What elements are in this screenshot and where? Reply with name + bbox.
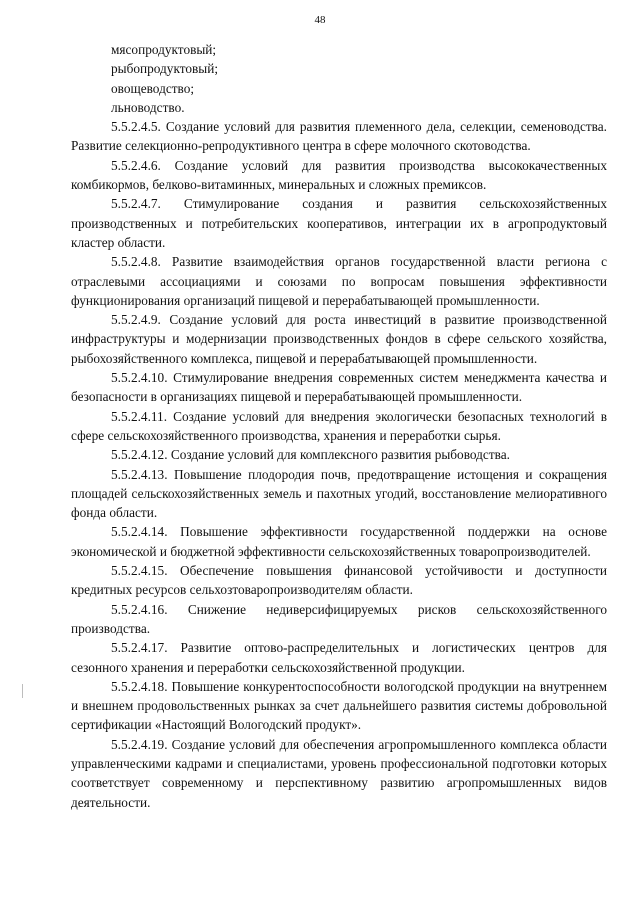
list-item: мясопродуктовый;: [111, 42, 217, 57]
paragraph-5-5-2-4-16: 5.5.2.4.16. Снижение недиверсифицируемых рисков сельскохозяйственного производства.: [71, 601, 607, 636]
list-item: льноводство.: [111, 99, 185, 115]
list-item: овощеводство;: [111, 80, 195, 96]
paragraph-5-5-2-4-11: 5.5.2.4.11. Создание условий для внедрения экологически безопасных технологий в сфере сельскохозяйственного производства, хранения и переработки сырья.: [71, 408, 607, 443]
list-item: рыбопродуктовый;: [111, 61, 219, 77]
paragraph-5-5-2-4-9: 5.5.2.4.9. Создание условий для роста инвестиций в развитие производственной инфраструктуры и модернизации производственных фондов в сфере сельского хозяйства, рыбохозяйственного комплекса, пищевой и перерабатывающей промышленности.: [71, 312, 607, 366]
margin-mark: [22, 684, 23, 698]
paragraph-5-5-2-4-15: 5.5.2.4.15. Обеспечение повышения финансовой устойчивости и доступности кредитных ресурсов сельхозтоваропроизводителям области.: [71, 563, 607, 598]
paragraph-5-5-2-4-5: 5.5.2.4.5. Создание условий для развития племенного дела, селекции, семеноводства. Развитие селекционно-репродуктивного центра в сфере молочного скотоводства.: [71, 119, 607, 154]
paragraph-5-5-2-4-6: 5.5.2.4.6. Создание условий для развития производства высококачественных комбикормов, белково-витаминных, минеральных и сложных премиксов.: [71, 157, 607, 193]
paragraph-5-5-2-4-10: 5.5.2.4.10. Стимулирование внедрения современных систем менеджмента качества и безопасности в организациях пищевой и перерабатывающей промышленности.: [71, 370, 607, 405]
paragraph-5-5-2-4-7: 5.5.2.4.7. Стимулирование создания и развития сельскохозяйственных производственных и потребительских кооперативов, интеграции их в агропродуктовый кластер области.: [71, 196, 607, 250]
page-number: 48: [314, 14, 326, 26]
document-body: [71, 40, 607, 812]
paragraph-5-5-2-4-19: 5.5.2.4.19. Создание условий для обеспечения агропромышленного комплекса области управленческими кадрами и специалистами, уровень профессиональной подготовки которых соответствует современному и перспективному развитию агропромышленных видов деятельности.: [71, 736, 607, 810]
paragraph-5-5-2-4-13: 5.5.2.4.13. Повышение плодородия почв, предотвращение истощения и сокращения площадей сельскохозяйственных земель и пахотных угодий, восстановление мелиоративного фонда области.: [71, 466, 607, 521]
paragraph-5-5-2-4-18: 5.5.2.4.18. Повышение конкурентоспособности вологодской продукции на внутреннем и внешнем продовольственных рынках за счет дальнейшего развития системы добровольной сертификации «Настоящий Вологодский продукт».: [71, 678, 607, 733]
paragraph-5-5-2-4-17: 5.5.2.4.17. Развитие оптово-распределительных и логистических центров для сезонного хранения и переработки сельскохозяйственной продукции.: [71, 640, 607, 675]
paragraph-5-5-2-4-12: 5.5.2.4.12. Создание условий для комплексного развития рыбоводства.: [111, 447, 510, 463]
paragraph-5-5-2-4-8: 5.5.2.4.8. Развитие взаимодействия органов государственной власти региона с отраслевыми ассоциациями и союзами по вопросам повышения эффективности функционирования организаций пищевой и перерабатывающей промышленности.: [71, 254, 607, 308]
paragraph-5-5-2-4-14: 5.5.2.4.14. Повышение эффективности государственной поддержки на основе экономической и бюджетной эффективности сельскохозяйственных товаропроизводителей.: [71, 524, 607, 559]
